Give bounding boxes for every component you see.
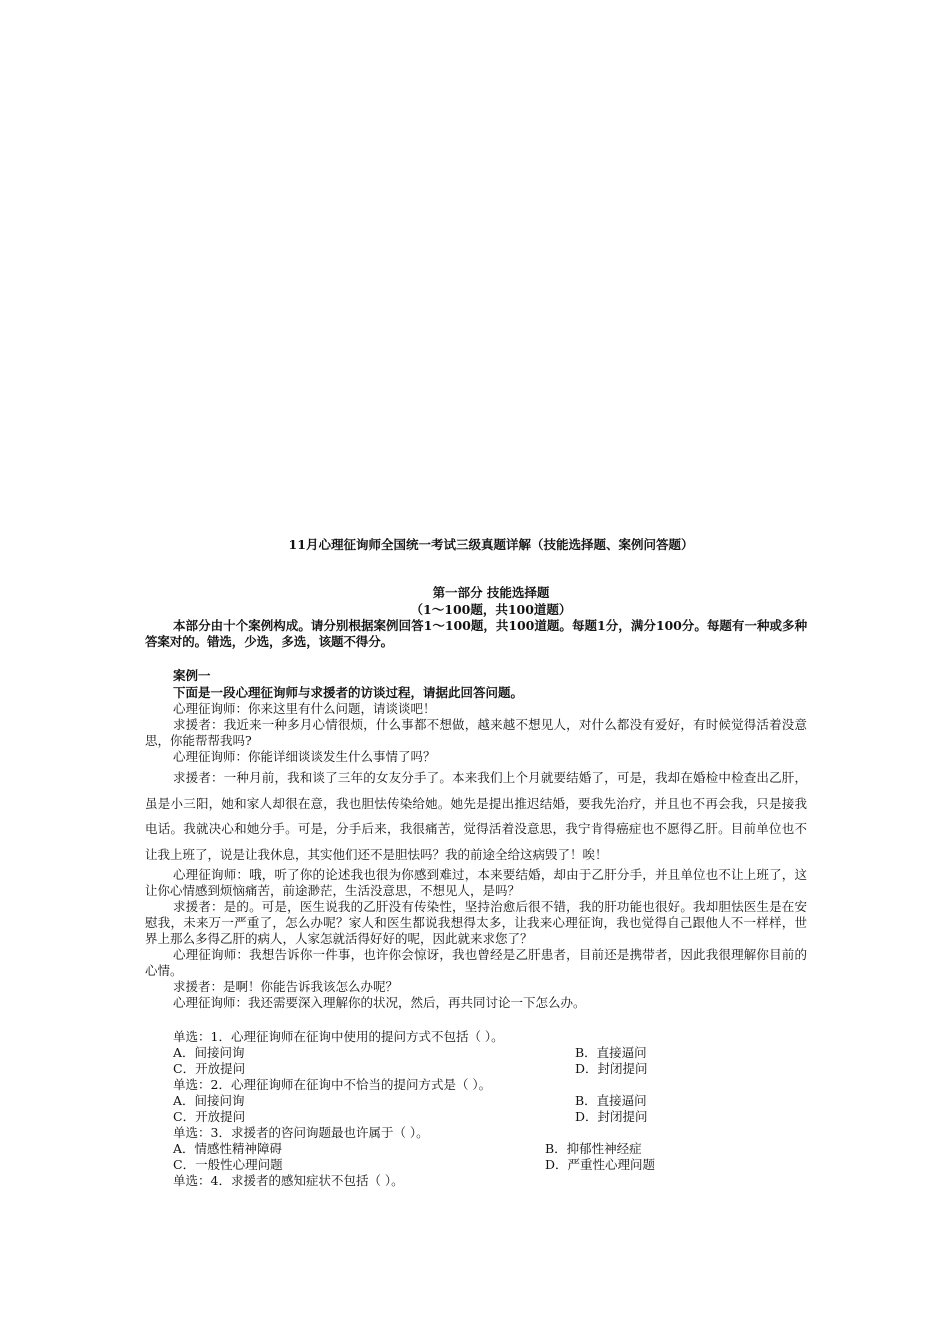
dialogue-line: 心理征询师：我想告诉你一件事，也许你会惊讶，我也曾经是乙肝患者，目前还是携带者，因此我很理解你目前的心情。 — [145, 947, 807, 978]
option-row — [145, 1141, 807, 1157]
dialogue-line: 心理征询师：哦，听了你的论述我也很为你感到难过，本来要结婚，却由于乙肝分手，并且单位也不让上班了，这让你心情感到烦恼痛苦，前途渺茫，生活没意思，不想见人，是吗？ — [145, 867, 807, 898]
option-row — [145, 1061, 807, 1077]
document-page — [145, 536, 807, 1189]
option: A．情感性精神障碍 — [173, 1141, 283, 1156]
case-lead: 下面是一段心理征询师与求援者的访谈过程，请据此回答问题。 — [173, 685, 524, 700]
option-row — [145, 1093, 807, 1109]
option: A．间接问询 — [173, 1093, 245, 1108]
part-title: 第一部分 技能选择题 — [432, 585, 550, 600]
question-stem: 单选：4．求援者的感知症状不包括（ ）。 — [173, 1173, 404, 1188]
dialogue-line: 心理征询师：你来这里有什么问题，请谈谈吧！ — [173, 701, 436, 716]
question-stem: 单选：2．心理征询师在征询中不恰当的提问方式是（ ）。 — [173, 1077, 492, 1092]
part-subtitle: （1～100题，共100道题） — [410, 602, 572, 617]
option: C．开放提问 — [173, 1061, 246, 1076]
question-stem: 单选：1．心理征询师在征询中使用的提问方式不包括（ ）。 — [173, 1029, 504, 1044]
dialogue-line: 心理征询师：你能详细谈谈发生什么事情了吗？ — [173, 749, 436, 764]
option: D．封闭提问 — [575, 1061, 648, 1076]
intro-paragraph: 本部分由十个案例构成。请分别根据案例回答1～100题，共100道题。每题1分，满分100分。每题有一种或多种答案对的。错选，少选，多选，该题不得分。 — [145, 618, 807, 649]
option-row — [145, 1157, 807, 1173]
option: C．一般性心理问题 — [173, 1157, 283, 1172]
questions — [145, 1029, 807, 1189]
dialogue-line: 求援者：我近来一种多月心情很烦，什么事都不想做，越来越不想见人，对什么都没有爱好，有时候觉得活着没意思，你能帮帮我吗? — [145, 717, 807, 748]
dialogue — [145, 701, 807, 1011]
dialogue-line: 求援者：是啊！你能告诉我该怎么办呢？ — [173, 979, 399, 994]
document-title: 11月心理征询师全国统一考试三级真题详解（技能选择题、案例问答题） — [288, 537, 694, 552]
dialogue-line: 心理征询师：我还需要深入理解你的状况，然后，再共同讨论一下怎么办。 — [173, 995, 586, 1010]
option: C．开放提问 — [173, 1109, 246, 1124]
option: B．抑郁性神经症 — [545, 1141, 642, 1156]
option: A．间接问询 — [173, 1045, 245, 1060]
option: D．严重性心理问题 — [545, 1157, 656, 1172]
option-row — [145, 1109, 807, 1125]
option: B．直接逼问 — [575, 1093, 647, 1108]
dialogue-line: 求援者：是的。可是，医生说我的乙肝没有传染性，坚持治愈后很不错，我的肝功能也很好。我却胆怯医生是在安慰我，未来万一严重了，怎么办呢？家人和医生都说我想得太多，让我来心理征询，我也觉得自己跟他人不一样样，世界上那么多得乙肝的病人，人家怎就活得好好的呢，因此就来求您了？ — [145, 899, 807, 946]
question-stem: 单选：3．求援者的咨问询题最也许属于（ ）。 — [173, 1125, 429, 1140]
dialogue-line: 求援者：一种月前，我和谈了三年的女友分手了。本来我们上个月就要结婚了，可是，我却在婚检中检查出乙肝，虽是小三阳，她和家人却很在意，我也胆怯传染给她。她先是提出推迟结婚，要我先治疗，并且也不再会我，只是接我电话。我就决心和她分手。可是，分手后来，我很痛苦，觉得活着没意思，我宁肯得癌症也不愿得乙肝。目前单位也不让我上班了，说是让我休息，其实他们还不是胆怯吗？我的前途全给这病毁了！唉！ — [145, 770, 807, 862]
option: D．封闭提问 — [575, 1109, 648, 1124]
option: B．直接逼问 — [575, 1045, 647, 1060]
case-title: 案例一 — [173, 668, 211, 683]
option-row — [145, 1045, 807, 1061]
